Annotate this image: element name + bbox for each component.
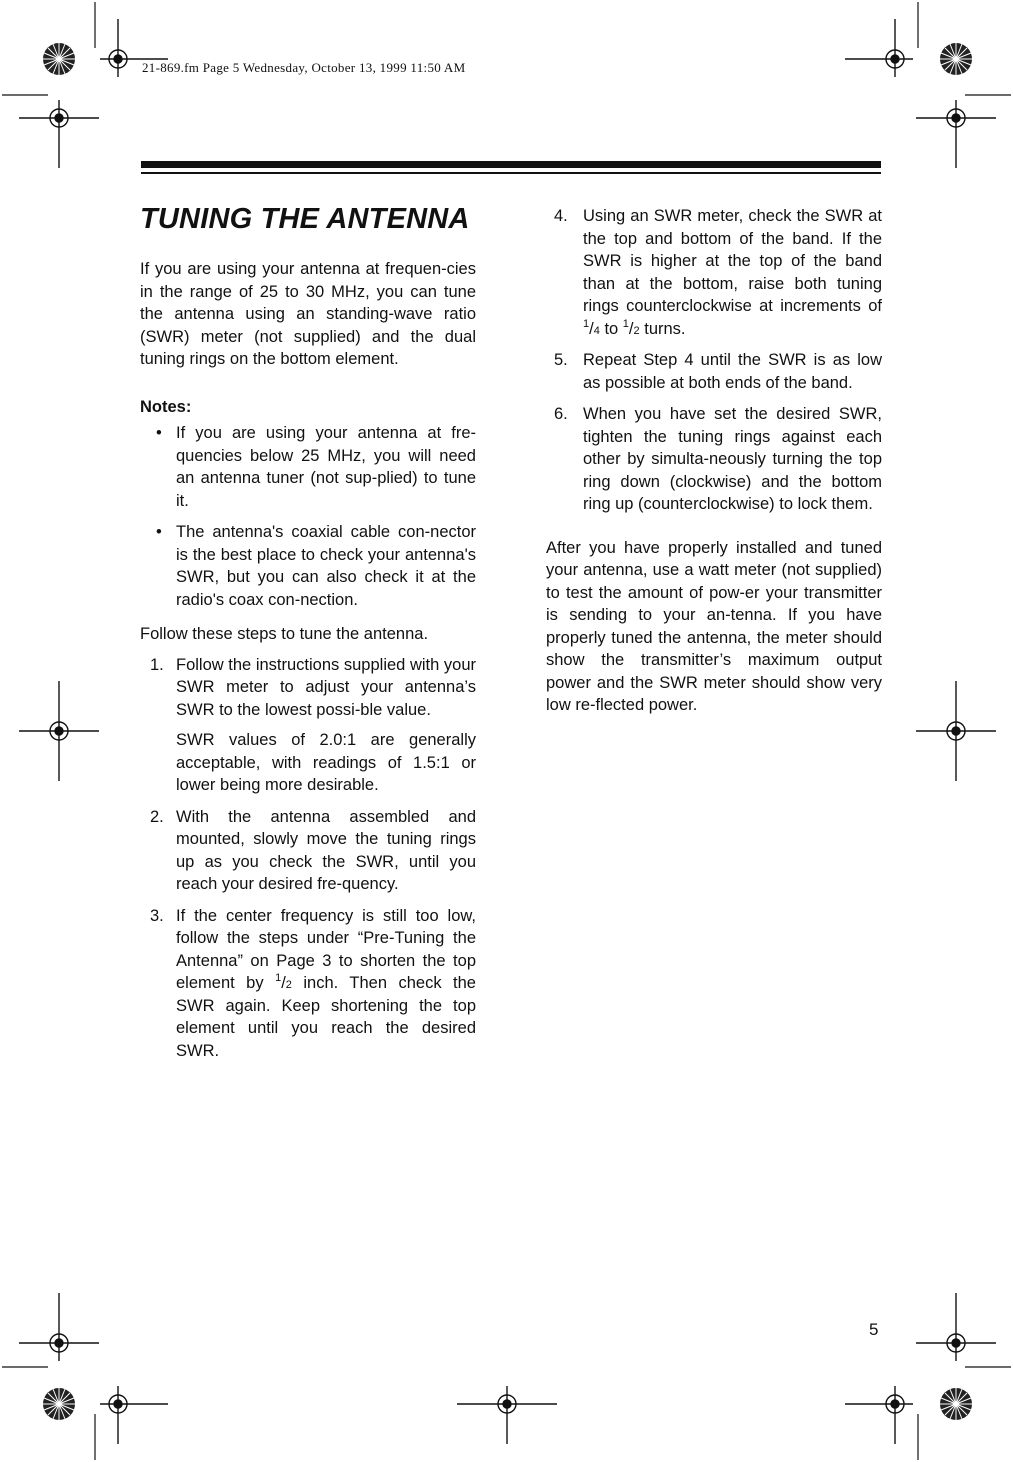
fraction: $^1$/4 <box>583 317 600 338</box>
print-header: 21-869.fm Page 5 Wednesday, October 13, 1999 11:50 AM <box>142 60 466 75</box>
step-text: With the antenna assembled and mounted, slowly move the tuning rings up as you check the SWR, until you reach your desired fre-quency. <box>176 807 476 893</box>
note-text: The antenna's coaxial cable con-nector is the best place to check your antenna's SWR, but you can also check it at the radio's coax con-nection. <box>176 523 476 609</box>
steps-list-right <box>546 205 882 516</box>
bullet-icon: • <box>156 424 162 442</box>
step-number: 6. <box>554 405 568 423</box>
step-5 <box>546 349 882 394</box>
step-text: Using an SWR meter, check the SWR at the top and bottom of the band. If the SWR is higher at the top of the band than at the bottom, raise both tuning rings counterclockwise at increments of <box>583 207 882 315</box>
fraction: $^1$/2 <box>275 972 292 992</box>
steps-list-left <box>140 654 476 1063</box>
intro-paragraph: If you are using your antenna at frequen-cies in the range of 25 to 30 MHz, you can tune the antenna using an standing-wave ratio (SWR) meter (not supplied) and the dual tuning rings on the bottom element. <box>140 260 476 368</box>
step-text: to <box>604 319 619 338</box>
step-text: Repeat Step 4 until the SWR is as low as possible at both ends of the band. <box>583 351 882 392</box>
note-text: If you are using your antenna at fre-quencies below 25 MHz, you will need an antenna tuner (not sup-plied) to tune it. <box>176 424 476 510</box>
step-text: Follow the instructions supplied with your SWR meter to adjust your antenna’s SWR to the lowest possi-ble value. <box>176 655 476 719</box>
note-item <box>140 521 476 611</box>
notes-heading: Notes: <box>140 397 192 416</box>
header-rule-thick <box>141 161 881 168</box>
step-number: 2. <box>150 807 164 826</box>
step-2 <box>140 806 476 896</box>
step-text: When you have set the desired SWR, tighten the tuning rings against each other by simulta-neously turning the top ring down (clockwise) and the bottom ring up (counterclockwise) to lock them. <box>583 405 882 513</box>
step-number: 4. <box>554 207 568 225</box>
steps-lead: Follow these steps to tune the antenna. <box>140 625 429 643</box>
page-number: 5 <box>869 1320 879 1339</box>
step-1-detail: SWR values of 2.0:1 are generally acceptable, with readings of 1.5:1 or lower being more desirable. <box>176 731 476 794</box>
notes-list <box>140 422 476 611</box>
step-number: 5. <box>554 351 568 369</box>
step-text: If the center frequency is still too low, follow the steps under “Pre-Tuning the Antenna” on Page 3 to shorten the top element by <box>176 906 476 992</box>
page-title: TUNING THE ANTENNA <box>140 203 470 235</box>
bullet-icon: • <box>156 523 162 541</box>
step-4 <box>546 205 882 340</box>
step-number: 1. <box>150 655 164 674</box>
step-3 <box>140 905 476 1063</box>
header-rule-thin <box>141 172 881 174</box>
right-column <box>546 205 882 717</box>
note-item <box>140 422 476 512</box>
left-column <box>140 200 476 1071</box>
step-number: 3. <box>150 906 164 925</box>
step-1 <box>140 654 476 797</box>
step-text: inch. Then check the SWR again. Keep shortening the top element until you reach the desired SWR. <box>176 974 476 1060</box>
closing-paragraph: After you have properly installed and tuned your antenna, use a watt meter (not supplied) to test the amount of pow-er your transmitter is sending to your an-tenna. If you have properly tuned the antenna, the meter should show the transmitter’s maximum output power and the SWR meter should show very low re-flected power. <box>546 538 882 714</box>
step-text: turns. <box>644 319 686 338</box>
step-6 <box>546 403 882 516</box>
fraction: $^1$/2 <box>622 317 640 338</box>
